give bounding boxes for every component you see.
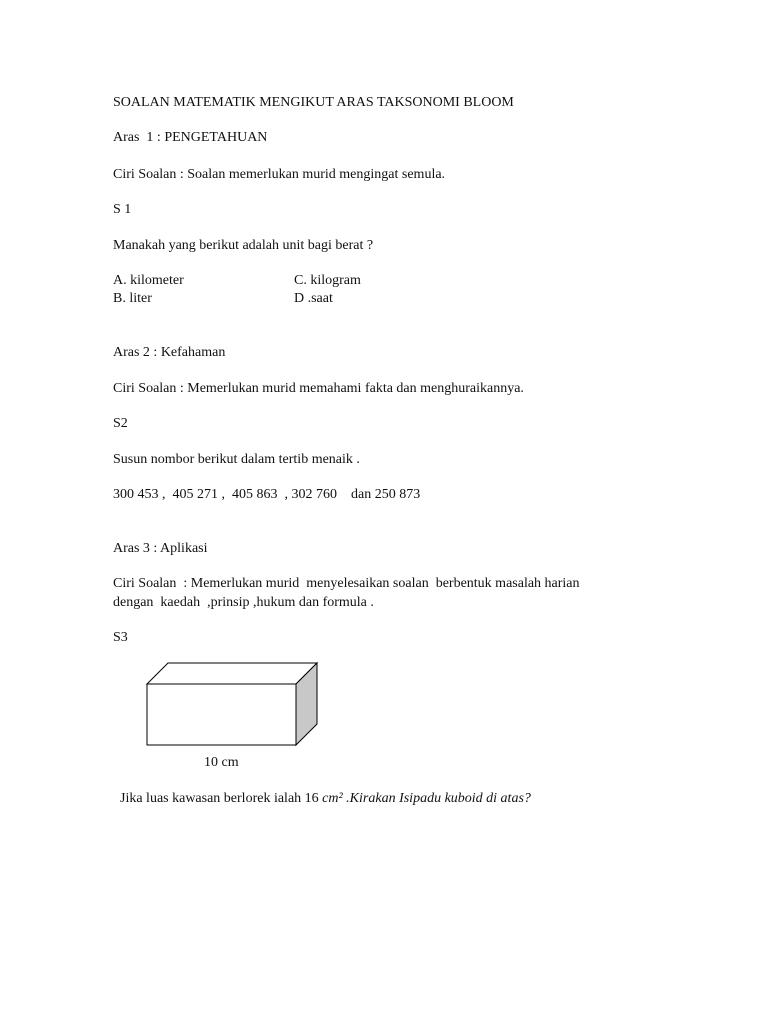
option-b: B. liter — [113, 291, 152, 306]
level3-question-number: S3 — [113, 630, 128, 645]
document-title: SOALAN MATEMATIK MENGIKUT ARAS TAKSONOMI BLOOM — [113, 95, 514, 110]
level2-numbers: 300 453 , 405 271 , 405 863 , 302 760 dan 250 873 — [113, 487, 421, 502]
level3-heading: Aras 3 : Aplikasi — [113, 541, 208, 556]
option-d: D .saat — [294, 291, 333, 306]
level1-heading: Aras 1 : PENGETAHUAN — [113, 130, 268, 145]
level2-heading: Aras 2 : Kefahaman — [113, 345, 226, 360]
cuboid-length-label: 10 cm — [204, 755, 239, 770]
level2-question: Susun nombor berikut dalam tertib menaik . — [113, 452, 360, 467]
cuboid-top-face — [147, 663, 317, 684]
cuboid-front-face — [147, 684, 296, 745]
level3-ciri-line2: dengan kaedah ,prinsip ,hukum dan formula . — [113, 595, 374, 610]
level3-question-italic: cm² .Kirakan Isipadu kuboid di atas? — [322, 791, 531, 806]
option-a: A. kilometer — [113, 273, 184, 288]
level1-ciri: Ciri Soalan : Soalan memerlukan murid mengingat semula. — [113, 167, 446, 182]
level2-ciri: Ciri Soalan : Memerlukan murid memahami fakta dan menghuraikannya. — [113, 381, 524, 396]
level3-question — [113, 772, 531, 808]
cuboid-figure — [140, 656, 330, 756]
level1-question-number: S 1 — [113, 202, 132, 217]
level3-ciri-line1: Ciri Soalan : Memerlukan murid menyelesaikan soalan berbentuk masalah harian — [113, 576, 580, 591]
option-c: C. kilogram — [294, 273, 361, 288]
level2-question-number: S2 — [113, 416, 128, 431]
level1-question: Manakah yang berikut adalah unit bagi berat ? — [113, 238, 374, 253]
level3-question-prefix: Jika luas kawasan berlorek ialah 16 — [120, 791, 323, 806]
